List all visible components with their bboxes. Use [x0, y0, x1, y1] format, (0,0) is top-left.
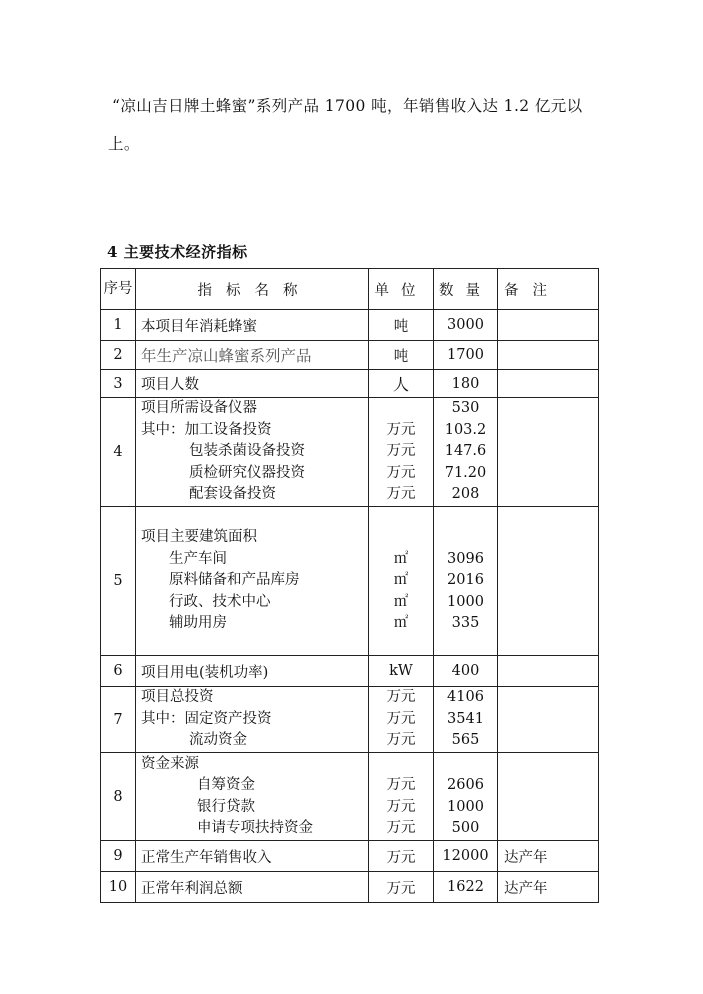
row-qty: 180 — [434, 370, 498, 398]
indicators-table — [100, 268, 599, 903]
line-unit — [369, 398, 433, 420]
row-note — [498, 341, 599, 370]
line-unit: 万元 — [386, 443, 416, 460]
line-unit: 万元 — [386, 689, 416, 706]
line-qty: 500 — [451, 820, 480, 836]
line-qty: 147.6 — [444, 443, 487, 460]
header-name: 指标名称 — [136, 269, 369, 310]
row-qty: 400 — [434, 656, 498, 687]
table-row — [101, 507, 599, 656]
row-qty: 1622 — [434, 872, 498, 903]
line-qty: 4106 — [447, 689, 484, 706]
table-row — [101, 687, 599, 753]
header-qty: 数量 — [434, 269, 498, 310]
line-unit: 万元 — [386, 820, 416, 836]
row-name-lines — [136, 398, 369, 507]
row-qty-lines — [434, 753, 498, 841]
header-seq: 序号 — [101, 269, 136, 310]
line-unit — [369, 527, 433, 549]
line-name: 质检研究仪器投资 — [189, 464, 305, 481]
row-note — [498, 507, 599, 656]
intro-paragraph-line-1: “凉山吉日牌土蜂蜜”系列产品 1700 吨，年销售收入达 1.2 亿元以 — [112, 97, 583, 115]
row-seq: 8 — [101, 753, 136, 841]
row-seq: 4 — [101, 398, 136, 507]
row-unit: 人 — [369, 370, 434, 398]
table-row — [101, 841, 599, 872]
line-name: 包装杀菌设备投资 — [189, 443, 305, 460]
row-seq: 3 — [101, 370, 136, 398]
line-qty: 2606 — [447, 777, 484, 793]
row-qty-lines — [434, 398, 498, 507]
section-title: 4 主要技术经济指标 — [107, 243, 248, 261]
row-note — [498, 398, 599, 507]
row-seq: 9 — [101, 841, 136, 872]
line-name: 银行贷款 — [197, 798, 255, 815]
line-qty: 208 — [451, 486, 480, 503]
row-note — [498, 687, 599, 753]
line-unit: 万元 — [386, 732, 416, 749]
table-row — [101, 370, 599, 398]
line-unit: 万元 — [386, 486, 416, 503]
line-unit: 万元 — [386, 798, 416, 815]
row-seq: 5 — [101, 507, 136, 656]
table-row — [101, 398, 599, 507]
line-name: 生产车间 — [169, 550, 227, 567]
row-unit-lines — [369, 687, 434, 753]
line-name: 项目总投资 — [141, 689, 214, 706]
row-note: 达产年 — [498, 841, 599, 872]
row-unit-lines — [369, 398, 434, 507]
line-qty: 3541 — [447, 710, 484, 727]
row-unit: 万元 — [369, 872, 434, 903]
table-row — [101, 310, 599, 341]
line-qty: 530 — [451, 400, 480, 417]
line-name: 辅助用房 — [169, 615, 227, 632]
line-name: 申请专项扶持资金 — [197, 820, 313, 836]
row-qty: 1700 — [434, 341, 498, 370]
row-seq: 1 — [101, 310, 136, 341]
table-header-row — [101, 269, 599, 310]
table-row — [101, 753, 599, 841]
line-name: 项目主要建筑面积 — [141, 529, 257, 546]
line-name: 行政、技术中心 — [169, 593, 271, 610]
row-unit: 吨 — [369, 341, 434, 370]
row-seq: 7 — [101, 687, 136, 753]
line-name: 其中：加工设备投资 — [141, 421, 272, 438]
line-name: 配套设备投资 — [189, 486, 276, 503]
row-name: 正常年利润总额 — [136, 872, 369, 903]
row-qty: 12000 — [434, 841, 498, 872]
line-name: 其中：固定资产投资 — [141, 710, 272, 727]
row-name: 本项目年消耗蜂蜜 — [136, 310, 369, 341]
row-name: 正常生产年销售收入 — [136, 841, 369, 872]
line-qty: 1000 — [447, 798, 484, 815]
line-unit: 万元 — [386, 777, 416, 793]
header-unit: 单位 — [369, 269, 434, 310]
table-row — [101, 341, 599, 370]
line-qty: 1000 — [447, 593, 484, 610]
row-seq: 2 — [101, 341, 136, 370]
line-name: 原料储备和产品库房 — [169, 572, 300, 589]
row-name-lines — [136, 687, 369, 753]
line-unit: 万元 — [386, 421, 416, 438]
row-name-lines — [136, 753, 369, 841]
table-row — [101, 872, 599, 903]
line-unit: ㎡ — [393, 593, 409, 610]
line-unit: ㎡ — [393, 550, 409, 567]
line-qty: 2016 — [447, 572, 484, 589]
row-name: 项目人数 — [136, 370, 369, 398]
line-qty — [434, 527, 497, 549]
line-name: 资金来源 — [141, 755, 199, 772]
line-qty: 3096 — [447, 550, 484, 567]
row-note: 达产年 — [498, 872, 599, 903]
line-qty — [434, 754, 497, 776]
line-name: 流动资金 — [189, 732, 247, 749]
row-unit: kW — [369, 656, 434, 687]
row-name-lines — [136, 507, 369, 656]
row-unit-lines — [369, 753, 434, 841]
row-note — [498, 310, 599, 341]
table-row — [101, 656, 599, 687]
row-note — [498, 753, 599, 841]
row-note — [498, 370, 599, 398]
row-seq: 6 — [101, 656, 136, 687]
line-qty: 335 — [451, 615, 480, 632]
row-unit: 万元 — [369, 841, 434, 872]
row-qty-lines — [434, 687, 498, 753]
line-qty: 103.2 — [444, 421, 487, 438]
line-qty: 565 — [451, 732, 480, 749]
line-unit: 万元 — [386, 710, 416, 727]
row-note — [498, 656, 599, 687]
row-qty-lines — [434, 507, 498, 656]
row-qty: 3000 — [434, 310, 498, 341]
row-seq: 10 — [101, 872, 136, 903]
intro-paragraph-line-2: 上。 — [108, 135, 140, 153]
line-name: 自筹资金 — [197, 777, 255, 793]
line-unit: ㎡ — [393, 572, 409, 589]
row-unit: 吨 — [369, 310, 434, 341]
line-qty: 71.20 — [444, 464, 487, 481]
header-note: 备注 — [498, 269, 599, 310]
line-unit — [369, 754, 433, 776]
line-unit: 万元 — [386, 464, 416, 481]
line-name: 项目所需设备仪器 — [141, 400, 257, 417]
row-unit-lines — [369, 507, 434, 656]
row-name: 年生产凉山蜂蜜系列产品 — [136, 341, 369, 370]
line-unit: ㎡ — [393, 615, 409, 632]
row-name: 项目用电(装机功率) — [136, 656, 369, 687]
